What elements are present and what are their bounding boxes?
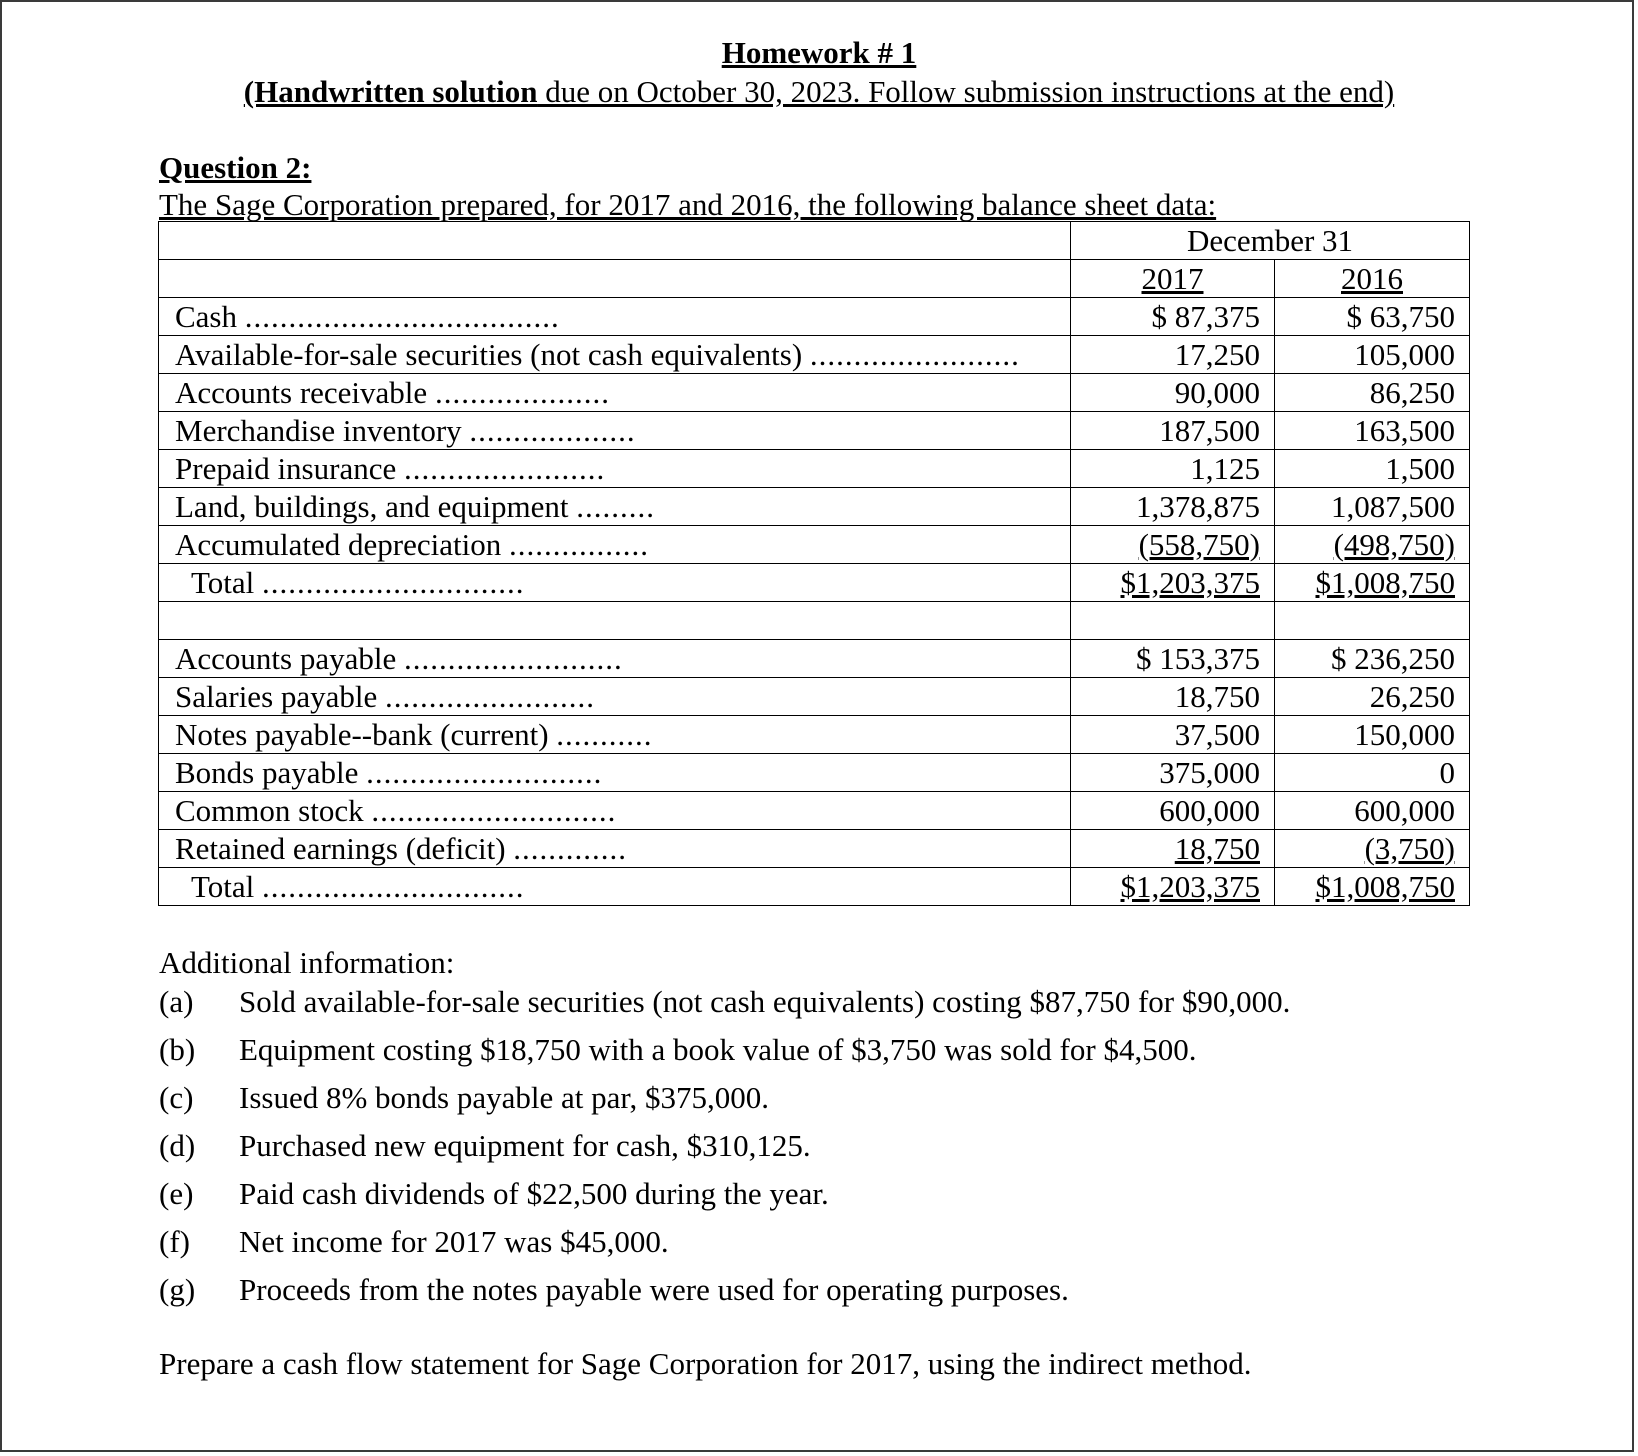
- value-2016: (3,750): [1275, 830, 1470, 868]
- item-letter: (c): [159, 1080, 194, 1115]
- table-row: [159, 488, 1470, 526]
- item-letter: (a): [159, 984, 194, 1019]
- total-2017: $1,203,375: [1071, 868, 1275, 906]
- row-label: Bonds payable ...........................: [159, 754, 1071, 792]
- value-2017: 17,250: [1071, 336, 1275, 374]
- date-header-row: [159, 222, 1470, 260]
- subtitle-bold: (Handwritten solution: [243, 74, 538, 109]
- row-label: Notes payable--bank (current) ...........: [159, 716, 1071, 754]
- item-letter: (g): [159, 1272, 196, 1307]
- blank-cell: [159, 260, 1071, 298]
- total-2016: $1,008,750: [1275, 868, 1470, 906]
- value-2016: 86,250: [1275, 374, 1470, 412]
- total-row: [159, 868, 1470, 906]
- value-2017: 18,750: [1071, 830, 1275, 868]
- table-row: [159, 298, 1470, 336]
- value-2016: 600,000: [1275, 792, 1470, 830]
- question-intro: The Sage Corporation prepared, for 2017 and 2016, the following balance sheet data:: [159, 187, 1217, 222]
- row-label: Total ..............................: [159, 564, 1071, 602]
- item-text: Paid cash dividends of $22,500 during the year.: [239, 1176, 829, 1211]
- row-label: Cash ....................................: [159, 298, 1071, 336]
- row-label: Merchandise inventory ...................: [159, 412, 1071, 450]
- value-2016: $ 63,750: [1275, 298, 1470, 336]
- item-text: Net income for 2017 was $45,000.: [239, 1224, 669, 1259]
- item-text: Proceeds from the notes payable were used for operating purposes.: [239, 1272, 1069, 1307]
- value-2017: 600,000: [1071, 792, 1275, 830]
- value-2016: (498,750): [1275, 526, 1470, 564]
- total-row: [159, 564, 1470, 602]
- spacer-row: [159, 602, 1470, 640]
- balance-sheet-table: [158, 221, 1470, 906]
- task-prompt: Prepare a cash flow statement for Sage Corporation for 2017, using the indirect method.: [159, 1346, 1252, 1381]
- value-2017: $ 153,375: [1071, 640, 1275, 678]
- value-2016: 0: [1275, 754, 1470, 792]
- item-text: Purchased new equipment for cash, $310,125.: [239, 1128, 811, 1163]
- row-label: Retained earnings (deficit) .............: [159, 830, 1071, 868]
- year-header-row: [159, 260, 1470, 298]
- value-2017: 37,500: [1071, 716, 1275, 754]
- subtitle-rest: due on October 30, 2023. Follow submission instructions at the end): [537, 74, 1395, 109]
- value-2017: (558,750): [1071, 526, 1275, 564]
- value-2016: 1,087,500: [1275, 488, 1470, 526]
- table-row: [159, 526, 1470, 564]
- table-row: [159, 640, 1470, 678]
- value-2016: 150,000: [1275, 716, 1470, 754]
- value-2016: 1,500: [1275, 450, 1470, 488]
- table-row: [159, 792, 1470, 830]
- total-2016: $1,008,750: [1275, 564, 1470, 602]
- table-row: [159, 374, 1470, 412]
- item-letter: (f): [159, 1224, 190, 1259]
- blank-cell: [1275, 602, 1470, 640]
- date-header: December 31: [1071, 222, 1470, 260]
- table-row: [159, 336, 1470, 374]
- item-text: Equipment costing $18,750 with a book value of $3,750 was sold for $4,500.: [239, 1032, 1197, 1067]
- value-2017: 18,750: [1071, 678, 1275, 716]
- page-title: Homework # 1: [721, 35, 917, 70]
- row-label: Available-for-sale securities (not cash equivalents) ........................: [159, 336, 1071, 374]
- value-2017: 90,000: [1071, 374, 1275, 412]
- row-label: Accounts payable .........................: [159, 640, 1071, 678]
- row-label: Common stock ............................: [159, 792, 1071, 830]
- table-row: [159, 754, 1470, 792]
- item-letter: (d): [159, 1128, 196, 1163]
- value-2016: $ 236,250: [1275, 640, 1470, 678]
- page-subtitle: [2, 74, 1636, 110]
- row-label: Accounts receivable ....................: [159, 374, 1071, 412]
- value-2017: 187,500: [1071, 412, 1275, 450]
- additional-info-heading: Additional information:: [159, 945, 455, 980]
- row-label: Accumulated depreciation ................: [159, 526, 1071, 564]
- blank-cell: [159, 602, 1071, 640]
- value-2017: $ 87,375: [1071, 298, 1275, 336]
- value-2016: 163,500: [1275, 412, 1470, 450]
- year-2017-header: 2017: [1071, 260, 1275, 298]
- value-2017: 375,000: [1071, 754, 1275, 792]
- table-row: [159, 716, 1470, 754]
- value-2017: 1,378,875: [1071, 488, 1275, 526]
- row-label: Salaries payable ........................: [159, 678, 1071, 716]
- value-2016: 105,000: [1275, 336, 1470, 374]
- value-2017: 1,125: [1071, 450, 1275, 488]
- table-row: [159, 412, 1470, 450]
- value-2016: 26,250: [1275, 678, 1470, 716]
- year-2016-header: 2016: [1275, 260, 1470, 298]
- row-label: Land, buildings, and equipment .........: [159, 488, 1071, 526]
- item-text: Issued 8% bonds payable at par, $375,000.: [239, 1080, 769, 1115]
- blank-cell: [159, 222, 1071, 260]
- table-row: [159, 450, 1470, 488]
- blank-cell: [1071, 602, 1275, 640]
- question-heading: Question 2:: [159, 150, 312, 185]
- table-row: [159, 678, 1470, 716]
- row-label: Prepaid insurance .......................: [159, 450, 1071, 488]
- item-letter: (e): [159, 1176, 194, 1211]
- item-letter: (b): [159, 1032, 196, 1067]
- total-2017: $1,203,375: [1071, 564, 1275, 602]
- table-row: [159, 830, 1470, 868]
- item-text: Sold available-for-sale securities (not cash equivalents) costing $87,750 for $90,000.: [239, 984, 1291, 1019]
- row-label: Total ..............................: [159, 868, 1071, 906]
